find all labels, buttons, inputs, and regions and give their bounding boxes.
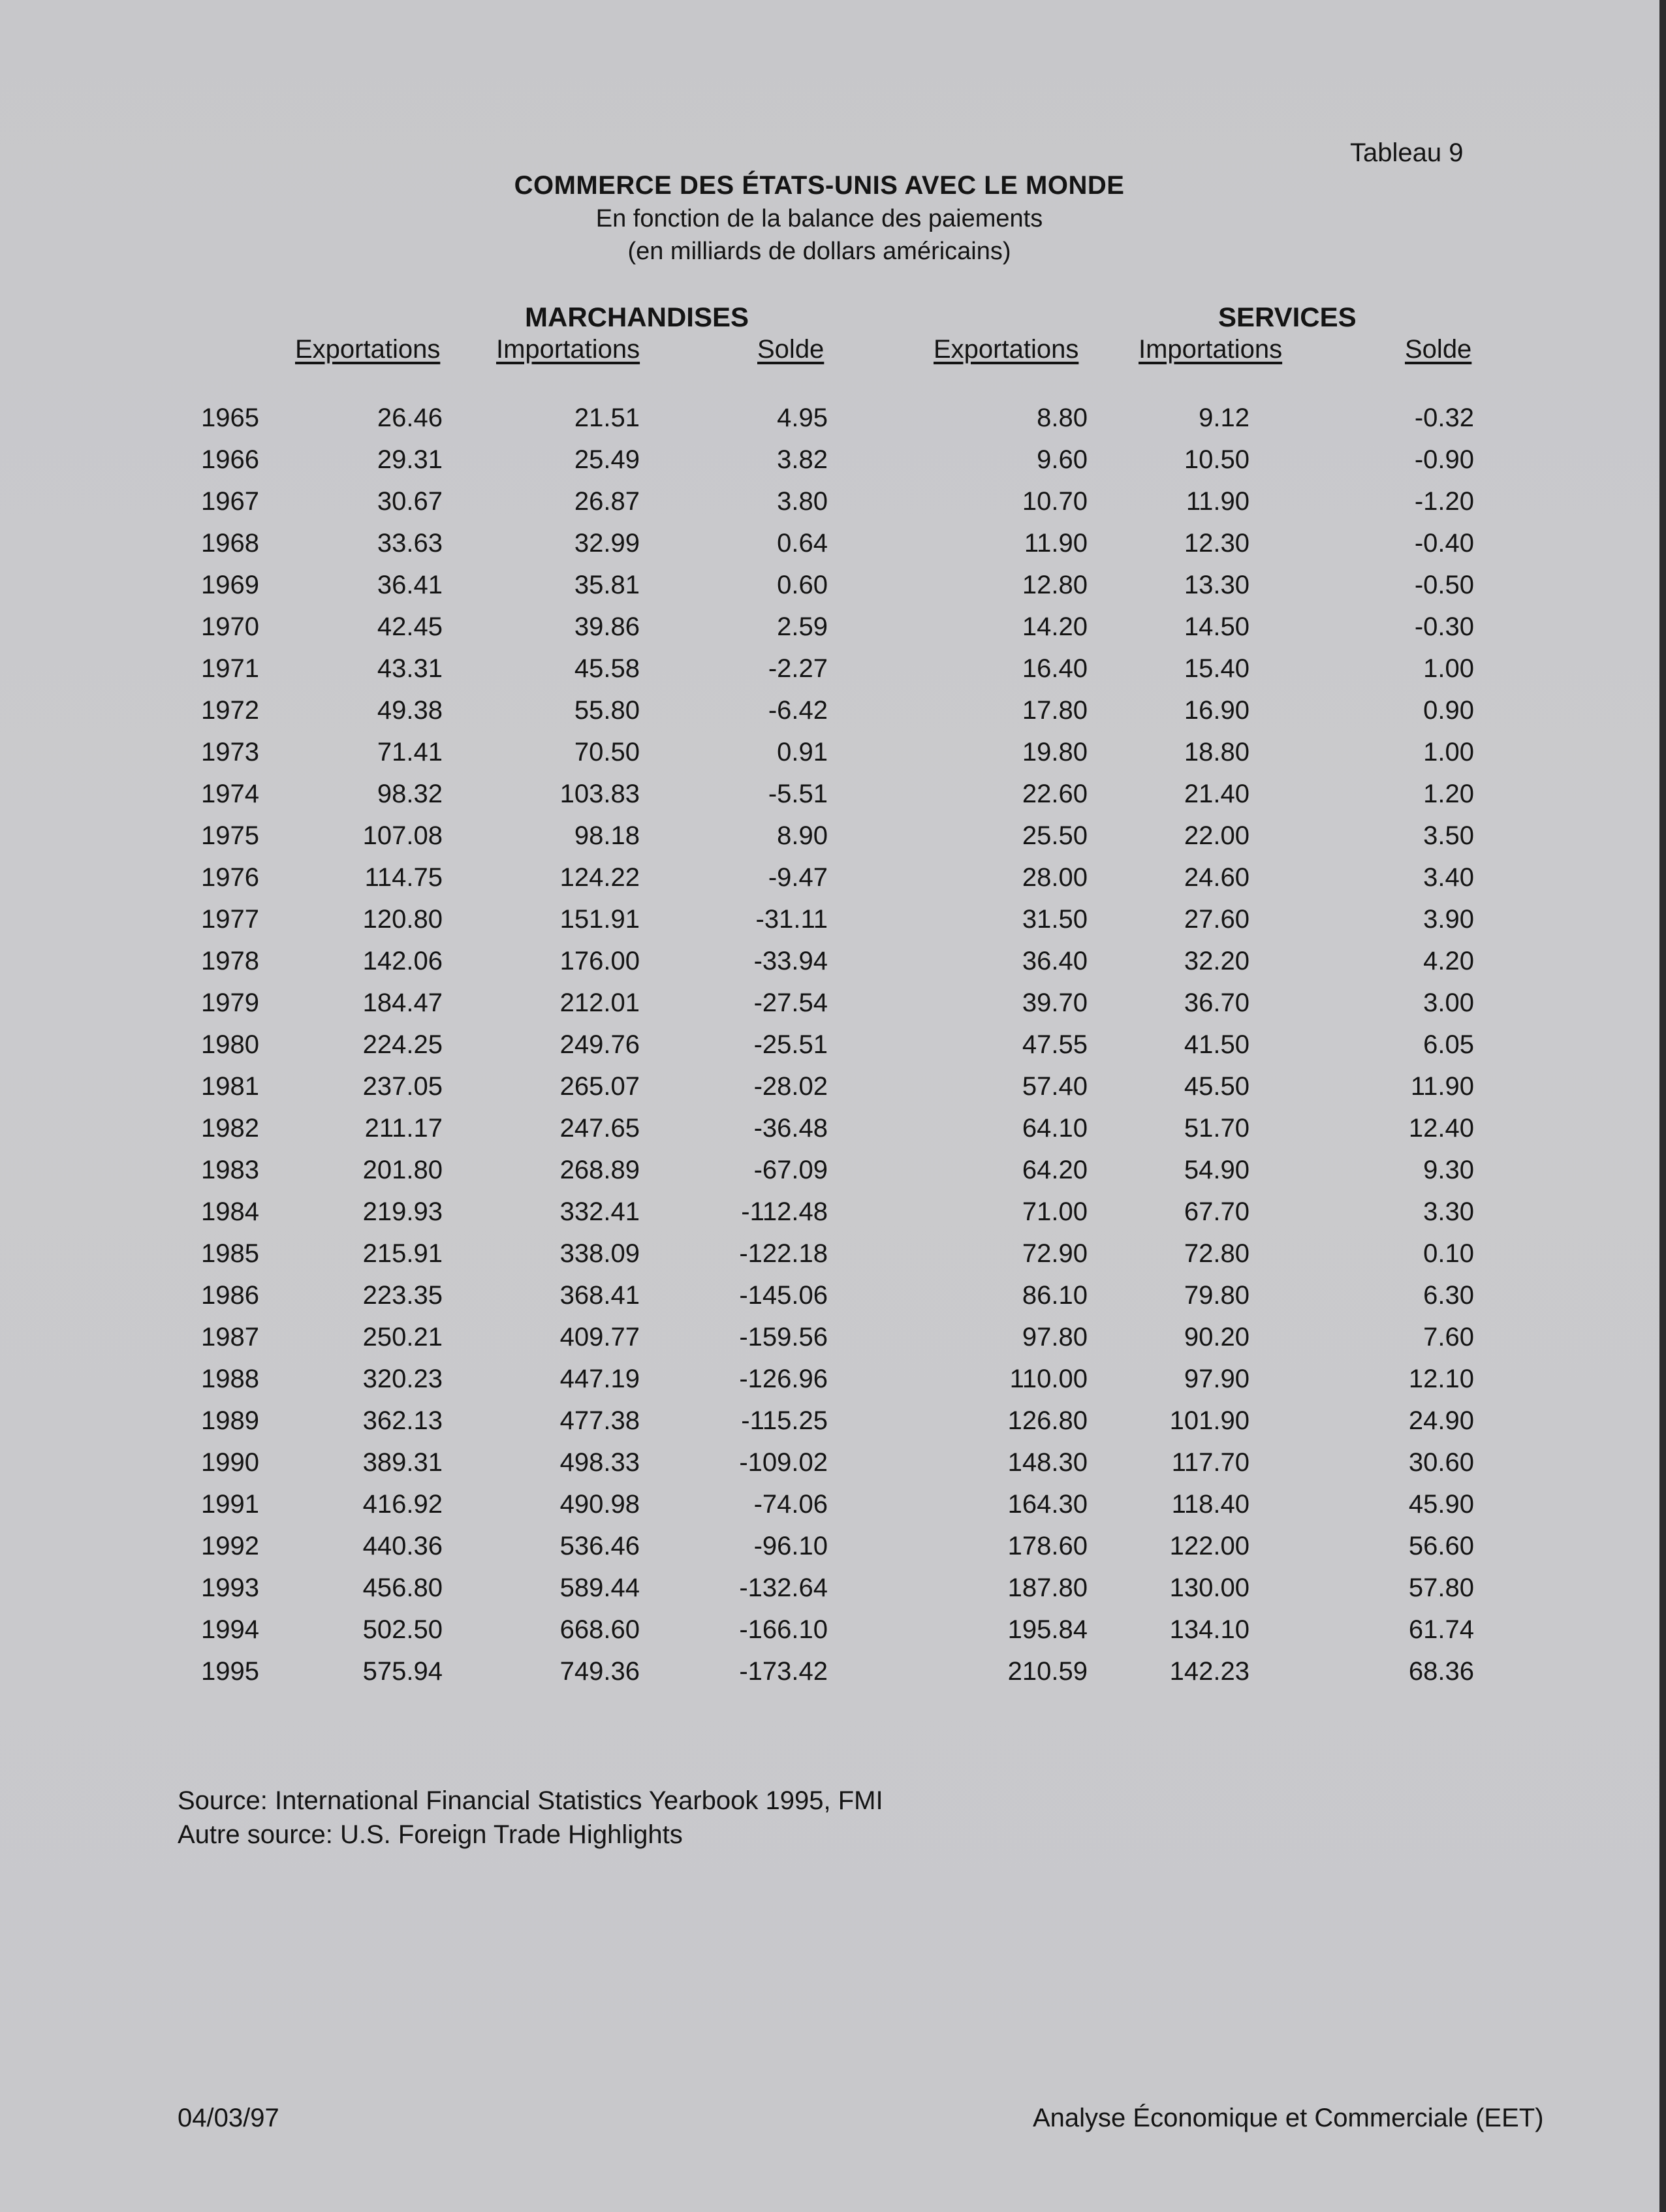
col-serv-imports: Importations bbox=[1139, 335, 1283, 364]
cell-serv-imports: 22.00 bbox=[1184, 821, 1250, 850]
cell-merch-exports: 219.93 bbox=[362, 1197, 443, 1226]
cell-serv-balance: -0.40 bbox=[1414, 529, 1474, 558]
table-row bbox=[0, 1072, 1666, 1114]
cell-merch-balance: 8.90 bbox=[777, 821, 828, 850]
table-row bbox=[0, 1239, 1666, 1281]
section-merchandise: MARCHANDISES bbox=[525, 302, 749, 332]
table-row bbox=[0, 1532, 1666, 1573]
cell-serv-imports: 9.12 bbox=[1199, 403, 1250, 432]
cell-year: 1994 bbox=[201, 1615, 259, 1644]
cell-merch-exports: 237.05 bbox=[362, 1072, 443, 1101]
cell-serv-balance: -0.90 bbox=[1414, 445, 1474, 474]
cell-serv-exports: 16.40 bbox=[1022, 654, 1088, 683]
cell-merch-balance: -6.42 bbox=[768, 696, 828, 725]
cell-year: 1982 bbox=[201, 1114, 259, 1143]
cell-merch-balance: -2.27 bbox=[768, 654, 828, 683]
cell-serv-imports: 130.00 bbox=[1169, 1573, 1250, 1602]
cell-serv-balance: 3.90 bbox=[1423, 905, 1474, 934]
cell-year: 1990 bbox=[201, 1448, 259, 1477]
cell-merch-exports: 26.46 bbox=[377, 403, 443, 432]
table-row bbox=[0, 1573, 1666, 1615]
cell-merch-balance: 2.59 bbox=[777, 612, 828, 641]
cell-merch-exports: 211.17 bbox=[364, 1114, 443, 1143]
cell-merch-exports: 362.13 bbox=[362, 1406, 443, 1435]
cell-serv-exports: 11.90 bbox=[1024, 529, 1088, 558]
cell-merch-imports: 151.91 bbox=[559, 905, 640, 934]
table-row bbox=[0, 1323, 1666, 1365]
footer-date: 04/03/97 bbox=[178, 2104, 279, 2132]
cell-serv-imports: 32.20 bbox=[1184, 947, 1250, 975]
cell-year: 1989 bbox=[201, 1406, 259, 1435]
cell-merch-imports: 490.98 bbox=[559, 1490, 640, 1519]
cell-merch-balance: -126.96 bbox=[739, 1365, 828, 1393]
cell-serv-exports: 17.80 bbox=[1022, 696, 1088, 725]
table-row bbox=[0, 821, 1666, 863]
cell-serv-imports: 41.50 bbox=[1184, 1030, 1250, 1059]
cell-merch-imports: 268.89 bbox=[559, 1156, 640, 1184]
cell-year: 1965 bbox=[201, 403, 259, 432]
cell-merch-exports: 30.67 bbox=[377, 487, 443, 516]
cell-year: 1968 bbox=[201, 529, 259, 558]
cell-serv-exports: 195.84 bbox=[1007, 1615, 1088, 1644]
cell-serv-imports: 134.10 bbox=[1169, 1615, 1250, 1644]
table-row bbox=[0, 988, 1666, 1030]
footer-organization: Analyse Économique et Commerciale (EET) bbox=[1033, 2104, 1544, 2132]
table-row bbox=[0, 1030, 1666, 1072]
cell-serv-balance: 0.10 bbox=[1423, 1239, 1474, 1268]
cell-merch-balance: -27.54 bbox=[753, 988, 828, 1017]
cell-merch-balance: -112.48 bbox=[741, 1197, 828, 1226]
cell-merch-balance: -166.10 bbox=[739, 1615, 828, 1644]
cell-year: 1978 bbox=[201, 947, 259, 975]
cell-serv-balance: 6.30 bbox=[1423, 1281, 1474, 1310]
cell-merch-exports: 223.35 bbox=[362, 1281, 443, 1310]
table-row bbox=[0, 654, 1666, 696]
cell-serv-exports: 12.80 bbox=[1022, 571, 1088, 599]
cell-merch-imports: 32.99 bbox=[574, 529, 640, 558]
cell-serv-balance: 24.90 bbox=[1408, 1406, 1474, 1435]
cell-serv-imports: 27.60 bbox=[1184, 905, 1250, 934]
cell-serv-imports: 21.40 bbox=[1184, 780, 1250, 808]
source-primary: Source: International Financial Statistics Yearbook 1995, FMI bbox=[178, 1786, 883, 1815]
cell-serv-imports: 67.70 bbox=[1184, 1197, 1250, 1226]
cell-merch-exports: 29.31 bbox=[377, 445, 443, 474]
cell-serv-exports: 164.30 bbox=[1007, 1490, 1088, 1519]
cell-serv-balance: 30.60 bbox=[1408, 1448, 1474, 1477]
cell-year: 1987 bbox=[201, 1323, 259, 1351]
cell-serv-imports: 36.70 bbox=[1184, 988, 1250, 1017]
cell-serv-exports: 28.00 bbox=[1022, 863, 1088, 892]
cell-merch-imports: 35.81 bbox=[574, 571, 640, 599]
cell-merch-imports: 498.33 bbox=[559, 1448, 640, 1477]
cell-serv-balance: -1.20 bbox=[1414, 487, 1474, 516]
cell-serv-exports: 97.80 bbox=[1022, 1323, 1088, 1351]
cell-serv-balance: 3.50 bbox=[1423, 821, 1474, 850]
cell-merch-exports: 215.91 bbox=[362, 1239, 443, 1268]
cell-serv-exports: 14.20 bbox=[1022, 612, 1088, 641]
cell-year: 1976 bbox=[201, 863, 259, 892]
cell-serv-balance: -0.50 bbox=[1414, 571, 1474, 599]
cell-serv-exports: 36.40 bbox=[1022, 947, 1088, 975]
table-row bbox=[0, 529, 1666, 571]
cell-merch-balance: -25.51 bbox=[753, 1030, 828, 1059]
cell-year: 1974 bbox=[201, 780, 259, 808]
cell-serv-exports: 72.90 bbox=[1022, 1239, 1088, 1268]
cell-merch-imports: 103.83 bbox=[559, 780, 640, 808]
cell-year: 1988 bbox=[201, 1365, 259, 1393]
cell-serv-imports: 118.40 bbox=[1171, 1490, 1250, 1519]
cell-serv-exports: 57.40 bbox=[1022, 1072, 1088, 1101]
table-row bbox=[0, 1197, 1666, 1239]
table-row bbox=[0, 738, 1666, 780]
cell-serv-imports: 10.50 bbox=[1184, 445, 1250, 474]
cell-serv-exports: 126.80 bbox=[1007, 1406, 1088, 1435]
cell-merch-balance: 4.95 bbox=[777, 403, 828, 432]
cell-year: 1971 bbox=[201, 654, 259, 683]
cell-merch-exports: 42.45 bbox=[377, 612, 443, 641]
cell-merch-balance: -115.25 bbox=[741, 1406, 828, 1435]
cell-serv-imports: 90.20 bbox=[1184, 1323, 1250, 1351]
cell-serv-imports: 18.80 bbox=[1184, 738, 1250, 766]
cell-year: 1969 bbox=[201, 571, 259, 599]
cell-serv-imports: 16.90 bbox=[1184, 696, 1250, 725]
cell-merch-balance: -67.09 bbox=[753, 1156, 828, 1184]
cell-serv-exports: 110.00 bbox=[1009, 1365, 1088, 1393]
cell-merch-exports: 98.32 bbox=[377, 780, 443, 808]
cell-year: 1981 bbox=[201, 1072, 259, 1101]
sources-block bbox=[178, 1784, 883, 1852]
cell-serv-exports: 8.80 bbox=[1037, 403, 1088, 432]
cell-merch-balance: 0.64 bbox=[777, 529, 828, 558]
cell-merch-imports: 536.46 bbox=[559, 1532, 640, 1560]
cell-serv-balance: 4.20 bbox=[1423, 947, 1474, 975]
source-secondary: Autre source: U.S. Foreign Trade Highlights bbox=[178, 1820, 683, 1849]
cell-serv-balance: 3.00 bbox=[1423, 988, 1474, 1017]
cell-serv-balance: -0.30 bbox=[1414, 612, 1474, 641]
cell-serv-imports: 97.90 bbox=[1184, 1365, 1250, 1393]
cell-year: 1992 bbox=[201, 1532, 259, 1560]
cell-merch-balance: -36.48 bbox=[753, 1114, 828, 1143]
cell-year: 1975 bbox=[201, 821, 259, 850]
cell-serv-imports: 45.50 bbox=[1184, 1072, 1250, 1101]
cell-serv-imports: 13.30 bbox=[1184, 571, 1250, 599]
cell-serv-balance: 12.10 bbox=[1408, 1365, 1474, 1393]
cell-serv-balance: 7.60 bbox=[1423, 1323, 1474, 1351]
cell-merch-balance: -5.51 bbox=[768, 780, 828, 808]
cell-merch-imports: 21.51 bbox=[574, 403, 640, 432]
cell-merch-balance: -122.18 bbox=[739, 1239, 828, 1268]
cell-merch-exports: 107.08 bbox=[362, 821, 443, 850]
cell-merch-exports: 49.38 bbox=[377, 696, 443, 725]
cell-year: 1970 bbox=[201, 612, 259, 641]
cell-merch-balance: 3.82 bbox=[777, 445, 828, 474]
cell-merch-exports: 142.06 bbox=[362, 947, 443, 975]
cell-merch-imports: 338.09 bbox=[559, 1239, 640, 1268]
cell-year: 1973 bbox=[201, 738, 259, 766]
cell-merch-imports: 124.22 bbox=[559, 863, 640, 892]
cell-merch-imports: 368.41 bbox=[559, 1281, 640, 1310]
cell-serv-balance: 61.74 bbox=[1408, 1615, 1474, 1644]
table-row bbox=[0, 1365, 1666, 1406]
cell-serv-imports: 12.30 bbox=[1184, 529, 1250, 558]
cell-year: 1979 bbox=[201, 988, 259, 1017]
col-serv-exports: Exportations bbox=[934, 335, 1079, 364]
table-row bbox=[0, 403, 1666, 445]
cell-merch-exports: 575.94 bbox=[362, 1657, 443, 1686]
cell-serv-exports: 22.60 bbox=[1022, 780, 1088, 808]
cell-serv-balance: 3.30 bbox=[1423, 1197, 1474, 1226]
cell-serv-exports: 148.30 bbox=[1007, 1448, 1088, 1477]
cell-serv-balance: 12.40 bbox=[1408, 1114, 1474, 1143]
cell-merch-imports: 176.00 bbox=[559, 947, 640, 975]
cell-merch-imports: 589.44 bbox=[559, 1573, 640, 1602]
cell-serv-exports: 39.70 bbox=[1022, 988, 1088, 1017]
cell-serv-imports: 11.90 bbox=[1186, 487, 1250, 516]
cell-merch-balance: 3.80 bbox=[777, 487, 828, 516]
cell-year: 1991 bbox=[201, 1490, 259, 1519]
cell-merch-balance: -173.42 bbox=[739, 1657, 828, 1686]
document-subtitle-1: En fonction de la balance des paiements bbox=[595, 205, 1043, 232]
cell-year: 1993 bbox=[201, 1573, 259, 1602]
cell-merch-exports: 201.80 bbox=[362, 1156, 443, 1184]
table-row bbox=[0, 612, 1666, 654]
table-row bbox=[0, 445, 1666, 487]
table-row bbox=[0, 1448, 1666, 1490]
table-row bbox=[0, 487, 1666, 529]
col-serv-balance: Solde bbox=[1405, 335, 1472, 364]
cell-serv-exports: 178.60 bbox=[1007, 1532, 1088, 1560]
cell-merch-balance: -74.06 bbox=[753, 1490, 828, 1519]
cell-year: 1972 bbox=[201, 696, 259, 725]
table-row bbox=[0, 696, 1666, 738]
table-row bbox=[0, 1615, 1666, 1657]
cell-serv-imports: 24.60 bbox=[1184, 863, 1250, 892]
cell-year: 1995 bbox=[201, 1657, 259, 1686]
cell-serv-balance: 6.05 bbox=[1423, 1030, 1474, 1059]
cell-merch-imports: 668.60 bbox=[559, 1615, 640, 1644]
cell-serv-imports: 101.90 bbox=[1169, 1406, 1250, 1435]
cell-serv-imports: 54.90 bbox=[1184, 1156, 1250, 1184]
cell-merch-exports: 502.50 bbox=[362, 1615, 443, 1644]
table-row bbox=[0, 947, 1666, 988]
data-table-body bbox=[0, 403, 1666, 1699]
table-row bbox=[0, 571, 1666, 612]
document-title: COMMERCE DES ÉTATS-UNIS AVEC LE MONDE bbox=[514, 171, 1125, 200]
cell-merch-imports: 477.38 bbox=[559, 1406, 640, 1435]
cell-merch-imports: 447.19 bbox=[559, 1365, 640, 1393]
cell-serv-imports: 117.70 bbox=[1171, 1448, 1250, 1477]
cell-serv-exports: 64.10 bbox=[1022, 1114, 1088, 1143]
cell-merch-imports: 45.58 bbox=[574, 654, 640, 683]
cell-merch-balance: -31.11 bbox=[755, 905, 828, 934]
cell-serv-imports: 122.00 bbox=[1169, 1532, 1250, 1560]
cell-year: 1984 bbox=[201, 1197, 259, 1226]
cell-merch-imports: 25.49 bbox=[574, 445, 640, 474]
cell-merch-exports: 114.75 bbox=[364, 863, 443, 892]
cell-year: 1966 bbox=[201, 445, 259, 474]
cell-serv-exports: 71.00 bbox=[1022, 1197, 1088, 1226]
cell-merch-imports: 212.01 bbox=[559, 988, 640, 1017]
table-row bbox=[0, 780, 1666, 821]
section-services: SERVICES bbox=[1218, 302, 1357, 332]
cell-merch-exports: 320.23 bbox=[362, 1365, 443, 1393]
cell-merch-balance: -145.06 bbox=[739, 1281, 828, 1310]
cell-serv-exports: 86.10 bbox=[1022, 1281, 1088, 1310]
cell-merch-exports: 36.41 bbox=[377, 571, 443, 599]
cell-merch-exports: 389.31 bbox=[362, 1448, 443, 1477]
cell-serv-exports: 31.50 bbox=[1022, 905, 1088, 934]
cell-merch-exports: 43.31 bbox=[377, 654, 443, 683]
cell-serv-exports: 210.59 bbox=[1007, 1657, 1088, 1686]
cell-merch-imports: 409.77 bbox=[559, 1323, 640, 1351]
table-row bbox=[0, 1156, 1666, 1197]
cell-serv-exports: 10.70 bbox=[1022, 487, 1088, 516]
cell-merch-exports: 33.63 bbox=[377, 529, 443, 558]
cell-serv-exports: 25.50 bbox=[1022, 821, 1088, 850]
document-subtitle-2: (en milliards de dollars américains) bbox=[627, 238, 1011, 265]
table-number: Tableau 9 bbox=[1350, 138, 1464, 167]
table-row bbox=[0, 1114, 1666, 1156]
cell-serv-balance: 57.80 bbox=[1408, 1573, 1474, 1602]
cell-year: 1986 bbox=[201, 1281, 259, 1310]
table-row bbox=[0, 1406, 1666, 1448]
cell-serv-exports: 64.20 bbox=[1022, 1156, 1088, 1184]
cell-serv-imports: 14.50 bbox=[1184, 612, 1250, 641]
cell-merch-imports: 55.80 bbox=[574, 696, 640, 725]
cell-year: 1985 bbox=[201, 1239, 259, 1268]
cell-merch-imports: 70.50 bbox=[574, 738, 640, 766]
table-row bbox=[0, 863, 1666, 905]
cell-serv-imports: 142.23 bbox=[1169, 1657, 1250, 1686]
cell-year: 1983 bbox=[201, 1156, 259, 1184]
cell-merch-balance: 0.60 bbox=[777, 571, 828, 599]
cell-merch-balance: -132.64 bbox=[739, 1573, 828, 1602]
cell-merch-exports: 440.36 bbox=[362, 1532, 443, 1560]
cell-serv-balance: 45.90 bbox=[1408, 1490, 1474, 1519]
table-row bbox=[0, 1657, 1666, 1699]
cell-merch-imports: 265.07 bbox=[559, 1072, 640, 1101]
cell-serv-balance: 9.30 bbox=[1423, 1156, 1474, 1184]
title-block bbox=[457, 168, 1182, 268]
cell-merch-balance: -9.47 bbox=[768, 863, 828, 892]
table-row bbox=[0, 905, 1666, 947]
cell-serv-balance: 68.36 bbox=[1408, 1657, 1474, 1686]
cell-merch-exports: 184.47 bbox=[362, 988, 443, 1017]
table-row bbox=[0, 1490, 1666, 1532]
cell-merch-imports: 249.76 bbox=[559, 1030, 640, 1059]
cell-serv-balance: 3.40 bbox=[1423, 863, 1474, 892]
cell-serv-imports: 51.70 bbox=[1184, 1114, 1250, 1143]
col-merch-balance: Solde bbox=[757, 335, 825, 364]
cell-serv-imports: 79.80 bbox=[1184, 1281, 1250, 1310]
cell-merch-exports: 224.25 bbox=[362, 1030, 443, 1059]
cell-merch-balance: 0.91 bbox=[777, 738, 828, 766]
cell-merch-exports: 416.92 bbox=[362, 1490, 443, 1519]
cell-merch-exports: 456.80 bbox=[362, 1573, 443, 1602]
cell-merch-exports: 120.80 bbox=[362, 905, 443, 934]
cell-serv-balance: 1.00 bbox=[1423, 654, 1474, 683]
cell-serv-balance: 11.90 bbox=[1410, 1072, 1474, 1101]
cell-serv-imports: 72.80 bbox=[1184, 1239, 1250, 1268]
cell-year: 1980 bbox=[201, 1030, 259, 1059]
cell-year: 1977 bbox=[201, 905, 259, 934]
cell-merch-balance: -159.56 bbox=[739, 1323, 828, 1351]
cell-merch-exports: 250.21 bbox=[362, 1323, 443, 1351]
cell-serv-exports: 9.60 bbox=[1037, 445, 1088, 474]
cell-serv-imports: 15.40 bbox=[1184, 654, 1250, 683]
cell-merch-imports: 749.36 bbox=[559, 1657, 640, 1686]
col-merch-imports: Importations bbox=[496, 335, 640, 364]
cell-merch-balance: -96.10 bbox=[753, 1532, 828, 1560]
cell-merch-balance: -28.02 bbox=[753, 1072, 828, 1101]
cell-merch-balance: -33.94 bbox=[753, 947, 828, 975]
cell-serv-balance: 1.20 bbox=[1423, 780, 1474, 808]
cell-serv-exports: 47.55 bbox=[1022, 1030, 1088, 1059]
cell-year: 1967 bbox=[201, 487, 259, 516]
cell-serv-balance: 0.90 bbox=[1423, 696, 1474, 725]
cell-merch-imports: 26.87 bbox=[574, 487, 640, 516]
cell-merch-imports: 332.41 bbox=[559, 1197, 640, 1226]
cell-merch-exports: 71.41 bbox=[377, 738, 443, 766]
cell-serv-exports: 187.80 bbox=[1007, 1573, 1088, 1602]
table-row bbox=[0, 1281, 1666, 1323]
cell-serv-balance: -0.32 bbox=[1414, 403, 1474, 432]
cell-merch-imports: 98.18 bbox=[574, 821, 640, 850]
cell-merch-imports: 247.65 bbox=[559, 1114, 640, 1143]
cell-serv-balance: 1.00 bbox=[1423, 738, 1474, 766]
cell-merch-balance: -109.02 bbox=[739, 1448, 828, 1477]
cell-serv-balance: 56.60 bbox=[1408, 1532, 1474, 1560]
cell-serv-exports: 19.80 bbox=[1022, 738, 1088, 766]
col-merch-exports: Exportations bbox=[295, 335, 441, 364]
cell-merch-imports: 39.86 bbox=[574, 612, 640, 641]
